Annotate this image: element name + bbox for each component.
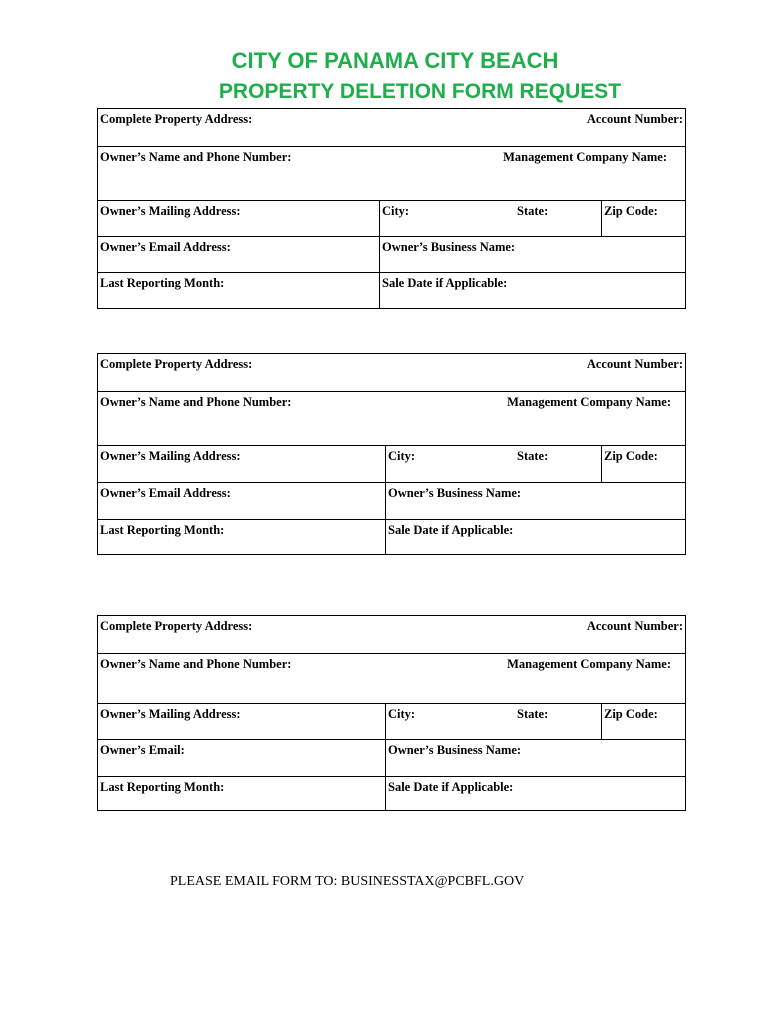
property-address-field[interactable] <box>98 616 685 653</box>
mailing-address-label: Owner’s Mailing Address: <box>100 449 241 463</box>
owner-name-phone-field[interactable] <box>98 392 685 445</box>
owner-name-row <box>98 146 685 200</box>
email-field[interactable] <box>98 237 379 272</box>
management-company-label: Management Company Name: <box>507 657 671 671</box>
property-address-label: Complete Property Address: <box>100 112 253 126</box>
state-label: State: <box>517 449 549 463</box>
sale-date-field[interactable] <box>385 777 685 810</box>
property-address-field[interactable] <box>98 354 685 391</box>
email-row <box>98 482 685 519</box>
sale-date-field[interactable] <box>385 520 685 554</box>
email-label: Owner’s Email Address: <box>100 486 231 500</box>
city-field[interactable] <box>385 704 515 739</box>
owner-name-phone-label: Owner’s Name and Phone Number: <box>100 150 292 164</box>
mailing-address-row <box>98 703 685 739</box>
property-block-1 <box>97 108 686 309</box>
mailing-address-label: Owner’s Mailing Address: <box>100 707 241 721</box>
zip-code-field[interactable] <box>601 704 685 739</box>
sale-date-field[interactable] <box>379 273 685 308</box>
owner-name-phone-field[interactable] <box>98 654 685 703</box>
last-reporting-month-field[interactable] <box>98 273 379 308</box>
city-label: City: <box>388 449 416 463</box>
sale-date-label: Sale Date if Applicable: <box>382 276 508 290</box>
last-reporting-month-label: Last Reporting Month: <box>100 523 225 537</box>
business-name-field[interactable] <box>385 483 685 519</box>
mailing-address-field[interactable] <box>98 201 379 236</box>
email-instruction: PLEASE EMAIL FORM TO: BUSINESSTAX@PCBFL.GOV <box>170 874 525 889</box>
email-label: Owner’s Email Address: <box>100 240 231 254</box>
sale-date-label: Sale Date if Applicable: <box>388 780 514 794</box>
zip-code-field[interactable] <box>601 446 685 482</box>
email-row <box>98 236 685 272</box>
business-name-label: Owner’s Business Name: <box>388 486 522 500</box>
reporting-row <box>98 519 685 554</box>
mailing-address-row <box>98 445 685 482</box>
mailing-address-label: Owner’s Mailing Address: <box>100 204 241 218</box>
mailing-address-field[interactable] <box>98 446 385 482</box>
zip-code-label: Zip Code: <box>604 449 658 463</box>
city-label: City: <box>382 204 410 218</box>
last-reporting-month-field[interactable] <box>98 520 385 554</box>
business-name-field[interactable] <box>385 740 685 776</box>
owner-name-phone-label: Owner’s Name and Phone Number: <box>100 657 292 671</box>
account-number-label: Account Number: <box>586 112 683 126</box>
owner-name-phone-field[interactable] <box>98 147 685 200</box>
property-address-row <box>98 354 685 391</box>
property-address-label: Complete Property Address: <box>100 357 253 371</box>
state-label: State: <box>517 204 549 218</box>
property-block-3 <box>97 615 686 811</box>
email-label: Owner’s Email: <box>100 743 185 757</box>
email-field[interactable] <box>98 483 385 519</box>
zip-code-label: Zip Code: <box>604 204 658 218</box>
zip-code-label: Zip Code: <box>604 707 658 721</box>
email-field[interactable] <box>98 740 385 776</box>
account-number-label: Account Number: <box>586 619 683 633</box>
city-field[interactable] <box>385 446 515 482</box>
owner-name-row <box>98 391 685 445</box>
reporting-row <box>98 776 685 810</box>
property-address-row <box>98 616 685 653</box>
owner-name-phone-label: Owner’s Name and Phone Number: <box>100 395 292 409</box>
form-subtitle: PROPERTY DELETION FORM REQUEST <box>218 80 622 103</box>
state-field[interactable] <box>515 446 601 482</box>
last-reporting-month-label: Last Reporting Month: <box>100 276 225 290</box>
mailing-address-field[interactable] <box>98 704 385 739</box>
last-reporting-month-field[interactable] <box>98 777 385 810</box>
last-reporting-month-label: Last Reporting Month: <box>100 780 225 794</box>
business-name-label: Owner’s Business Name: <box>382 240 516 254</box>
city-field[interactable] <box>379 201 515 236</box>
reporting-row <box>98 272 685 308</box>
mailing-address-row <box>98 200 685 236</box>
management-company-label: Management Company Name: <box>503 150 667 164</box>
property-block-2 <box>97 353 686 555</box>
city-label: City: <box>388 707 416 721</box>
owner-name-row <box>98 653 685 703</box>
state-label: State: <box>517 707 549 721</box>
sale-date-label: Sale Date if Applicable: <box>388 523 514 537</box>
business-name-field[interactable] <box>379 237 685 272</box>
state-field[interactable] <box>515 704 601 739</box>
business-name-label: Owner’s Business Name: <box>388 743 522 757</box>
email-row <box>98 739 685 776</box>
property-address-row <box>98 109 685 146</box>
management-company-label: Management Company Name: <box>507 395 671 409</box>
property-address-label: Complete Property Address: <box>100 619 253 633</box>
state-field[interactable] <box>515 201 601 236</box>
property-address-field[interactable] <box>98 109 685 146</box>
account-number-label: Account Number: <box>586 357 683 371</box>
page-title: CITY OF PANAMA CITY BEACH <box>231 48 559 73</box>
zip-code-field[interactable] <box>601 201 685 236</box>
